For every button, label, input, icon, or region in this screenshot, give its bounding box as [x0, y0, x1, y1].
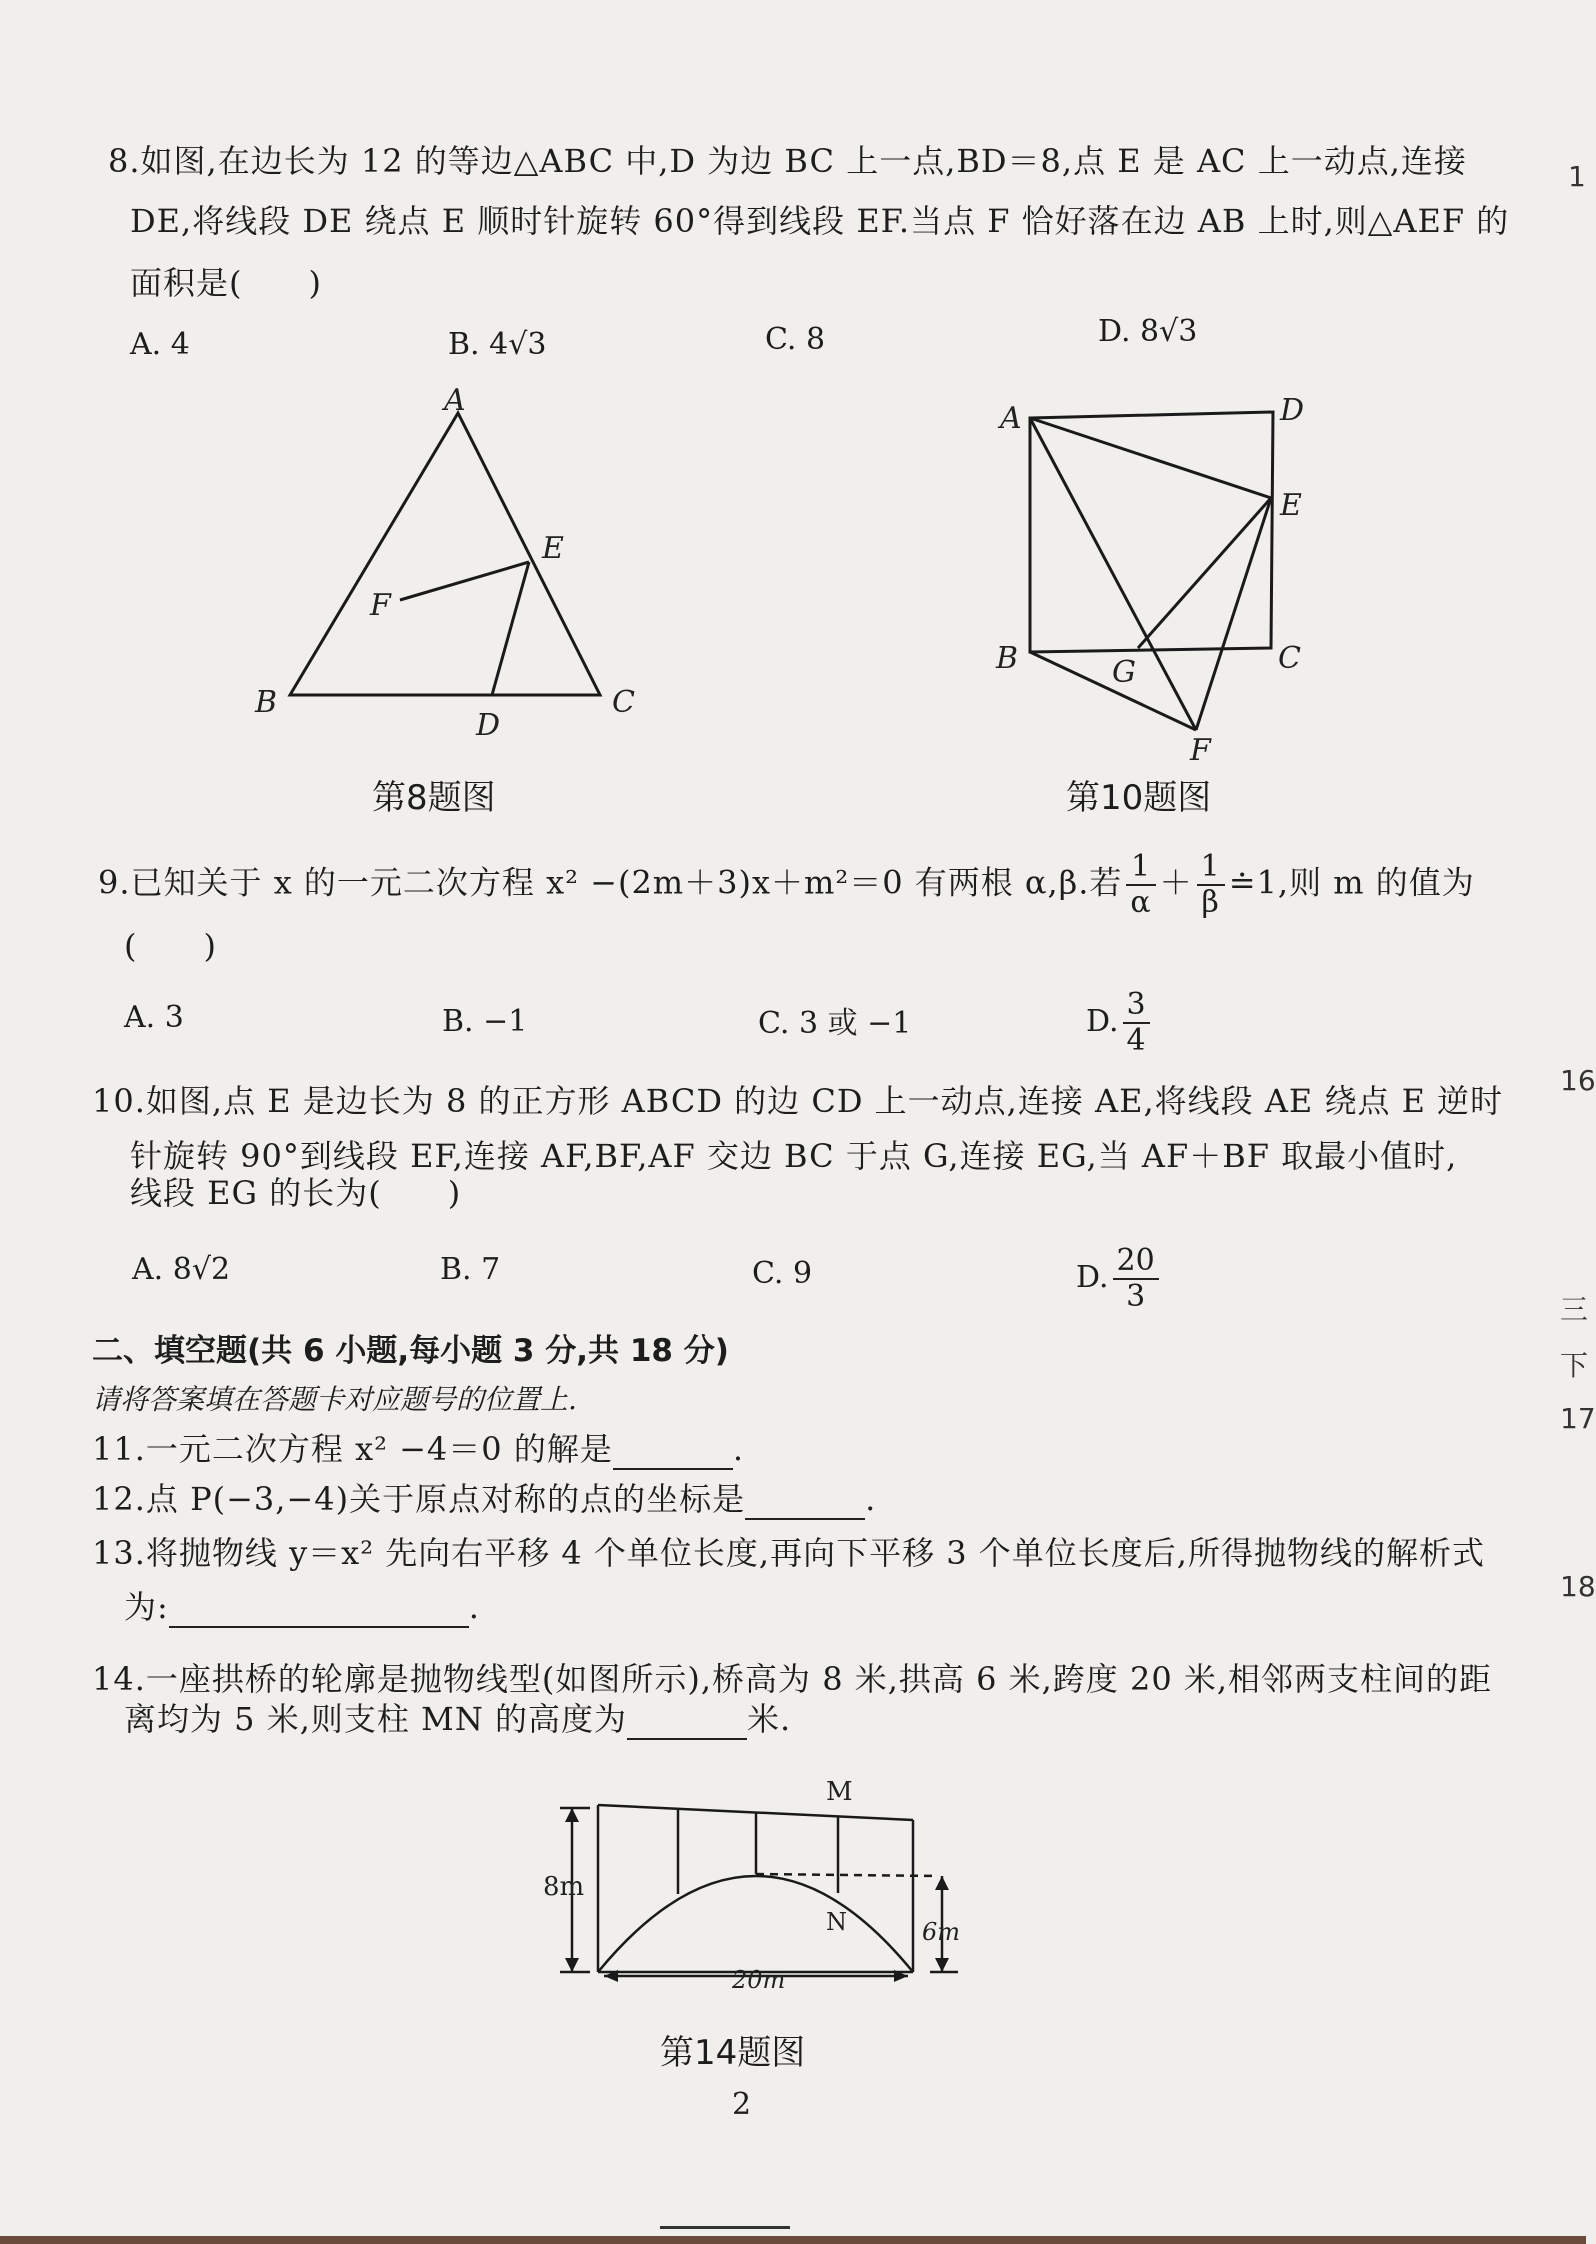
- q14-answer-blank[interactable]: [627, 1708, 747, 1740]
- q9-option-b: B. −1: [442, 1004, 528, 1039]
- q9-frac2-num: 1: [1197, 850, 1225, 886]
- fig10-label-e: E: [1280, 488, 1302, 523]
- margin-mark-17: 17: [1560, 1402, 1596, 1435]
- fig14-caption: 第14题图: [660, 2033, 806, 2073]
- q10-option-a: A. 8√2: [132, 1252, 231, 1287]
- fig10-label-a: A: [1000, 401, 1022, 436]
- q9-frac2-den: β: [1201, 885, 1220, 920]
- fig8-label-a: A: [444, 383, 466, 418]
- q14-end: 米.: [747, 1700, 792, 1738]
- q9-optd-den: 4: [1126, 1023, 1146, 1058]
- q9-frac-1: [1126, 850, 1155, 920]
- margin-mark-18: 18: [1560, 1570, 1596, 1603]
- fig8-label-e: E: [542, 531, 564, 566]
- q10-option-d-label: D.: [1076, 1260, 1109, 1295]
- fig14-label-n: N: [826, 1908, 847, 1936]
- q13-line2: [124, 1586, 480, 1628]
- q14-line2: [124, 1698, 791, 1740]
- fig8-label-f: F: [370, 588, 391, 623]
- q12-end: .: [865, 1480, 877, 1518]
- q12-answer-blank[interactable]: [745, 1488, 865, 1520]
- q9-option-d-frac: [1123, 988, 1150, 1058]
- fig10-label-b: B: [996, 641, 1019, 676]
- q8-line3: 面积是( ): [130, 264, 322, 302]
- q13-end: .: [468, 1588, 480, 1626]
- q9-plus: ＋: [1159, 863, 1193, 902]
- q10-line1: 10.如图,点 E 是边长为 8 的正方形 ABCD 的边 CD 上一动点,连接 AE,将线段 AE 绕点 E 逆时: [92, 1082, 1504, 1120]
- q11-end: .: [732, 1430, 744, 1468]
- q11: [92, 1428, 744, 1470]
- q9-text-post: ≐1,则 m 的值为: [1228, 863, 1475, 902]
- q9-option-c: C. 3 或 −1: [758, 1006, 912, 1041]
- margin-mark-xia: 下: [1560, 1349, 1589, 1382]
- fig14-label-6m: 6m: [922, 1918, 961, 1946]
- q8-option-c: C. 8: [765, 322, 826, 357]
- q9-text-pre: 9.已知关于 x 的一元二次方程 x² −(2m＋3)x＋m²＝0 有两根 α,β.若: [98, 863, 1123, 902]
- q12: [92, 1478, 876, 1520]
- fig8-label-c: C: [612, 685, 635, 720]
- q8-line1: 8.如图,在边长为 12 的等边△ABC 中,D 为边 BC 上一点,BD＝8,点 E 是 AC 上一动点,连接: [108, 142, 1467, 180]
- q10-option-d-frac: [1113, 1244, 1159, 1314]
- q14-line1: 14.一座拱桥的轮廓是抛物线型(如图所示),桥高为 8 米,拱高 6 米,跨度 20 米,相邻两支柱间的距: [92, 1660, 1493, 1698]
- q9-line2: ( ): [124, 927, 217, 965]
- bottom-rule: [660, 2226, 790, 2229]
- q9-line1: [98, 850, 1475, 920]
- q10-line2: 针旋转 90°到线段 EF,连接 AF,BF,AF 交边 BC 于点 G,连接 EG,当 AF＋BF 取最小值时,: [130, 1137, 1458, 1175]
- fig10-label-f: F: [1190, 733, 1211, 768]
- q9-frac1-num: 1: [1126, 850, 1155, 886]
- q9-option-d-label: D.: [1086, 1004, 1119, 1039]
- q9-optd-num: 3: [1123, 988, 1150, 1024]
- q13-answer-blank[interactable]: [169, 1596, 469, 1628]
- q10-optd-den: 3: [1126, 1279, 1146, 1314]
- page-number: 2: [732, 2087, 752, 2122]
- fig10-label-d: D: [1280, 393, 1305, 428]
- q9-option-d: [1086, 988, 1154, 1058]
- fig14-label-m: M: [826, 1777, 853, 1807]
- fig14-label-20m: 20m: [732, 1966, 786, 1994]
- q8-option-b: B. 4√3: [448, 327, 547, 362]
- q8-option-d: D. 8√3: [1098, 314, 1198, 349]
- fig10-caption: 第10题图: [1066, 778, 1212, 818]
- q12-text: 12.点 P(−3,−4)关于原点对称的点的坐标是: [92, 1480, 746, 1518]
- fig8-caption: 第8题图: [372, 778, 496, 818]
- margin-mark-1: 1: [1568, 160, 1586, 193]
- fig8-label-d: D: [476, 708, 501, 743]
- q10-optd-num: 20: [1113, 1244, 1159, 1280]
- section-2-title: 二、填空题(共 6 小题,每小题 3 分,共 18 分): [92, 1333, 729, 1369]
- q11-answer-blank[interactable]: [613, 1438, 733, 1470]
- q10-line3: 线段 EG 的长为( ): [130, 1174, 462, 1212]
- q10-option-d: [1076, 1244, 1163, 1314]
- q9-frac-2: [1197, 850, 1225, 920]
- fig10-label-g: G: [1112, 655, 1136, 690]
- q13-line1: 13.将抛物线 y＝x² 先向右平移 4 个单位长度,再向下平移 3 个单位长度后,所得抛物线的解析式: [92, 1534, 1485, 1572]
- fig10-label-c: C: [1278, 641, 1301, 676]
- q13-text: 为:: [124, 1588, 169, 1626]
- q10-option-b: B. 7: [440, 1252, 501, 1287]
- margin-mark-16: 16: [1560, 1064, 1596, 1097]
- q11-text: 11.一元二次方程 x² −4＝0 的解是: [92, 1430, 613, 1468]
- fig8-label-b: B: [255, 685, 278, 720]
- q8-option-a: A. 4: [130, 327, 190, 362]
- fig14-label-8m: 8m: [543, 1872, 585, 1902]
- q9-option-a: A. 3: [124, 1000, 184, 1035]
- q8-line2: DE,将线段 DE 绕点 E 顺时针旋转 60°得到线段 EF.当点 F 恰好落在边 AB 上时,则△AEF 的: [130, 202, 1510, 240]
- q10-option-c: C. 9: [752, 1256, 813, 1291]
- section-2-note: 请将答案填在答题卡对应题号的位置上.: [92, 1383, 577, 1416]
- scan-edge: [0, 2236, 1586, 2244]
- q9-frac1-den: α: [1130, 885, 1152, 920]
- margin-mark-san: 三: [1560, 1293, 1589, 1326]
- q14-text: 离均为 5 米,则支柱 MN 的高度为: [124, 1700, 627, 1738]
